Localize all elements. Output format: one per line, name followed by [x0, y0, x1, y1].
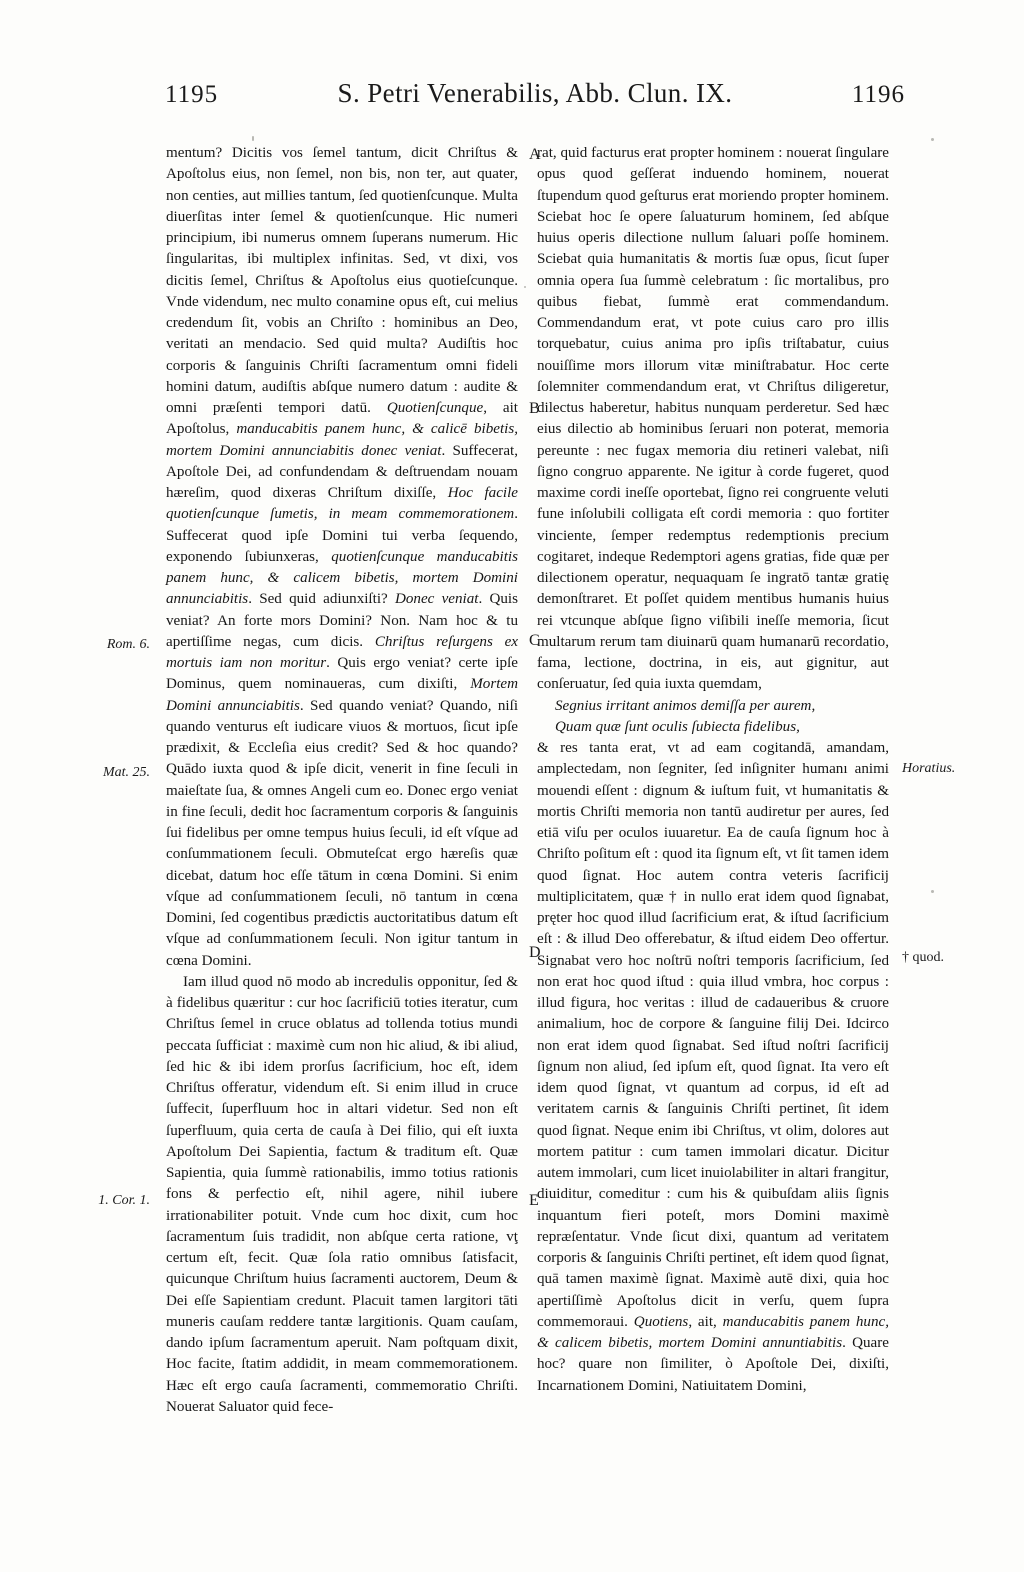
text-run: . Suffecerat quod ipſe Domini tui verba ſequendo, exponendo ſubiunxeras, [166, 506, 518, 565]
text-run: . Quare hoc? quare non ſimiliter, ò Apoſtole Dei, dixiſti, Incarnationem Domini, Natiuitatem Domini, [537, 1335, 889, 1394]
scan-speck [252, 136, 254, 141]
quote-manducabitis-2: quotienſcunque manducabitis panem hunc, & calicem bibetis, mortem Domini annunciabitis [166, 548, 519, 608]
paragraph-left-1 [166, 143, 518, 972]
quote-mortem-domini: Mortem Domini annunciabitis [166, 676, 518, 714]
verse-line-1: Segnius irritant animos demiſſa per aurem, [555, 697, 816, 714]
folio-number-right: 1196 [851, 81, 905, 108]
quote-quotiens: Quotiens [633, 1313, 689, 1330]
text-run: . Sed quid adiunxiſti? [248, 591, 395, 608]
quote-hoc-facite: Hoc facile quotienſcunque ſumetis, in meam commemorationem [166, 485, 518, 523]
quote-quotienscunque: Quotienſcunque [386, 400, 484, 416]
section-letter-c: C [529, 632, 540, 649]
paragraph-left-2: Iam illud quod nō modo ab incredulis opponitur, ſed & à fidelibus quæritur : cur hoc ſacrificiū toties iteratur, cum Chriſtus ſemel in cruce oblatus ad tollenda totius mundi peccata ſufficiat : maximè cum non hic aliud, & ibi aliud, ſed hic & ibi idem prorſus ſacrificium, hoc eſt, idem Chriſtus offeratur, videndum eſt. Si enim illud in cruce ſuffecit, ſuperfluum hoc in altari videtur. Sed non eſt ſuperfluum, quia certa de cauſa à Dei filio, qui eſt iuxta Apoſtolum Dei Sapientia, factum & traditum eſt. Quæ Sapientia, quia ſummè rationabilis, immo totius rationis fons & perfectio eſt, nihil agere, nihil iubere irrationabiliter potuit. Vnde cum hoc dixit, cum hoc ſacramentum ſuis tradidit, non abſque certa ratione, vţ certum eſt, fecit. Quæ ſola ratio omnibus ſatisfacit, quicunque Chriſtum huius ſacramenti auctorem, Deum & Dei eſſe Sapientiam credunt. Placuit tamen largitori tāti muneris cauſam reddere tantæ largitionis. Quam cauſam, dando ipſum ſacramentum aperuit. Nam poſtquam dixit, Hoc facite, ſtatim addidit, in meam commemorationem. Hæc eſt ergo cauſa ſacramenti, commemoratio Chriſti. Nouerat Saluator quid fece- [166, 973, 518, 1415]
folio-number-left: 1195 [165, 81, 219, 108]
margin-note-1-cor-1-text: 1. Cor. 1. [98, 1193, 150, 1208]
section-letter-d: D [529, 944, 541, 961]
text-columns [0, 143, 1024, 1503]
text-run: & res tanta erat, vt ad eam cogitandā, amandam, amplectedam, non ſegniter, ſed inſigniter humanı animi mouendi eſſent : dignum & iuſtum fuit, vt humanitatis & mortis Chriſti memoria non tantū audiretur per aures, ſed etiā viſu per oculos iuuaretur. Ea de cauſa ſignum hoc à Chriſto poſitum eſt : quod ita ſignum eſt, vt ſit tamen idem quod ſignat. Hoc autem contra veteris ſacrificij multiplicitatem, quæ † in nullo erat idem quod ſignabat, pręter hoc quod illud ſacrificium erat, & iſtud ſacrificium eſt : & illud Deo offerebatur, & iſtud eidem Deo offertur. Signabat vero hoc noſtrū noſtri temporis ſacrificium, ſed non erat hoc quod iſtud : quia illud vmbra, hoc corpus : illud figura, hoc veritas : illud de cadaueribus & cruore animalium, hoc de corpore & ſanguine filij Dei. Idcirco non erat idem quod ſignabat. Sed iſtud noſtri ſacrificij ſignum non aliud, ſed ipſum eſt, quod ſignat. Ita vero eſt idem quod ſignat, vt quantum ad corpus, id eſt ad veritatem carnis & ſanguinis Chriſti pertinet, ſit idem quod ſignat. Neque enim ibi Chriſtus, vt olim, dolores aut mortem patitur : cum tamen immolari dicatur. Dicitur autem immolari, cum licet inuiolabiliter in altari frangitur, diuiditur, comeditur : cum his & quibuſdam aliis ſignis inquantum fieri poteſt, mors Domini maximè repræſentatur. Vnde ſicut dixi, quantum ad veritatem corporis & ſanguinis Chriſti pertinet, eſt idem quod ſignat, quā tamen maximè ſignat. Maximè autē dixi, quia hoc apertiſſimè Apoſtolus dicit in verſu, quem ſupra commemoraui. [537, 740, 889, 1330]
column-right [537, 143, 889, 1397]
verse-line-2: Quam quæ ſunt oculis ſubiecta fidelibus, [555, 718, 800, 735]
text-run: mentum? Dicitis vos ſemel tantum, dicit Chriſtus & Apoſtolus eius, non ſemel, non bis, non ter, aut quater, non centies, aut millies tantum, ſed quotienſcunque. Multa diuerſitas inter ſemel & quotienſcunque. Hic numeri principium, ibi numerus omnem ſuperans numerum. Hic ſingularitas, ibi multiplex infinitas. Sed, vt dixi, vos dicitis ſemel, Chriſtus & Apoſtolus eius quotieſcunque. Vnde videndum, nec multo conamine opus eſt, cui melius credendum ſit, vobis an Chriſto : hominibus an Deo, veritati an mendacio. Sed quid multa? Audiſtis hoc corporis & ſanguinis Chriſti ſacramentum omni fideli homini datum, audiſtis abſque numero datum : audite & omni præſenti tempori datū. [166, 145, 518, 416]
margin-note-rom-6-text: Rom. 6. [106, 637, 150, 652]
paragraph-right-2 [537, 738, 889, 1397]
text-run: . Quis veniat? An forte mors Domini? Non. Nam hoc & tu apertiſſime negas, cum dicis. [166, 591, 518, 650]
scan-speck [931, 890, 934, 893]
paragraph-right-1: rat, quid facturus erat propter hominem : nouerat ſingulare opus quod geſſerat induendo hominem, nouerat ſtupendum quod geſturus erat moriendo propter hominem. Sciebat hoc ſe opere ſaluaturum hominem, ſed abſque huius operis dilectione nullum ſaluari poſſe hominem. Sciebat quia humanitatis & mortis ſuæ opus, ſicut ſuper omnia opera ſua ſummè celebratum : ſic mortalibus, pro quibus fiebat, ſummè erat commendandum. Commendandum erat, vt pote cuius caro pro illis torquebatur, cuius anima pro ipſis triſtabatur, cuius nouiſſime mors illorum vitæ miniſtrabatur. Hoc certe ſolemniter commendandum erat, vt Chriſtus diligeretur, dilectus haberetur, habitus nunquam perderetur. Sed hæc eius dilectio ab hominibus ſeruari non poterat, memoria pereunte : nec fugax memoria diu retineri valebat, niſi ſigno congruo apparente. Ne igitur à corde fugeret, quod maxime cordi ineſſe oportebat, ſigno rei congruente veluti fune inſolubili colligata eſt cordi memoria : quo fortiter vinciente, ſemper redemptus redemptionis precium cogitaret, indeque Redemptori agens gratias, fide quæ per dilectionem operatur, nequaquam ſe ingratō tantæ gratię demonſtraret. Et poſſet quidem mentibus humanis huius rei vtcunque abſque ſigno viſibili ineſſe memoria, ſicut multarum rerum tam diuinarū quam humanarū recordatio, fama, lectione, doctrina, in eis, aut gignitur, aut conſeruatur, ſed quia iuxta quemdam, [537, 145, 889, 693]
section-letter-b: B [529, 400, 540, 417]
text-run: , ait Apoſtolus, [166, 400, 518, 438]
section-letter-a: A [529, 146, 541, 163]
scan-speck [931, 138, 934, 141]
quote-manducabitis-1: manducabitis panem hunc, & calicē bibetis, mortem Domini annunciabitis donec veniat [166, 421, 518, 459]
text-run: . Quis ergo veniat? certe ipſe Dominus, quem nominaueras, cum dixiſti, [166, 655, 519, 693]
scan-speck [524, 286, 526, 288]
dagger-icon-quod-text: † quod. [902, 950, 944, 965]
quote-donec-veniat: Donec veniat [394, 591, 479, 608]
quote-manducabitis-3: manducabitis panem hunc, & calicem bibetis, mortem Domini annuntiabitis [537, 1313, 889, 1351]
margin-note-mat-25-text: Mat. 25. [102, 765, 150, 780]
section-letter-e: E [529, 1192, 539, 1209]
text-run: , ait, [688, 1313, 723, 1330]
text-run: . Suffecerat, Apoſtole Dei, ad confundendam & deſtruendam nouam hæreſim, quod dixeras Chriſtum dixiſſe, [166, 442, 518, 501]
column-left [166, 143, 518, 1418]
page-title: S. Petri Venerabilis, Abb. Clun. IX. [337, 78, 733, 108]
running-head [165, 78, 905, 118]
quote-christus-resurgens: Chriſtus reſurgens ex mortuis iam non moritur [166, 633, 518, 671]
text-run: . Sed quando veniat? Quando, niſi quando venturus eſt iudicare viuos & mortuos, ſicut ipſe prædixit, & Eccleſia eius credit? Sed & hoc quando? Quādo iuxta quod & ipſe dicit, venerit in fine ſeculi in maieſtate ſua, & omnes Angeli cum eo. Donec ergo veniat in fine ſeculi, dedit hoc ſacramentum corporis & ſanguinis ſui fidelibus per omne tempus huius ſeculi, id eſt vſque ad conſummationem ſeculi. Obmuteſcat ergo hæreſis quæ dicebat, datum hoc eſſe tātum in cœna Domini. Si enim vſque ad conſummationem ſeculi, nō tantum in cœna Domini, ſed cogentibus prædictis auctoritatibus datum eſt vſque ad conſummationem ſeculi. Non igitur tantum in cœna Domini. [166, 697, 519, 969]
margin-note-horatius-text: Horatius. [902, 761, 956, 776]
